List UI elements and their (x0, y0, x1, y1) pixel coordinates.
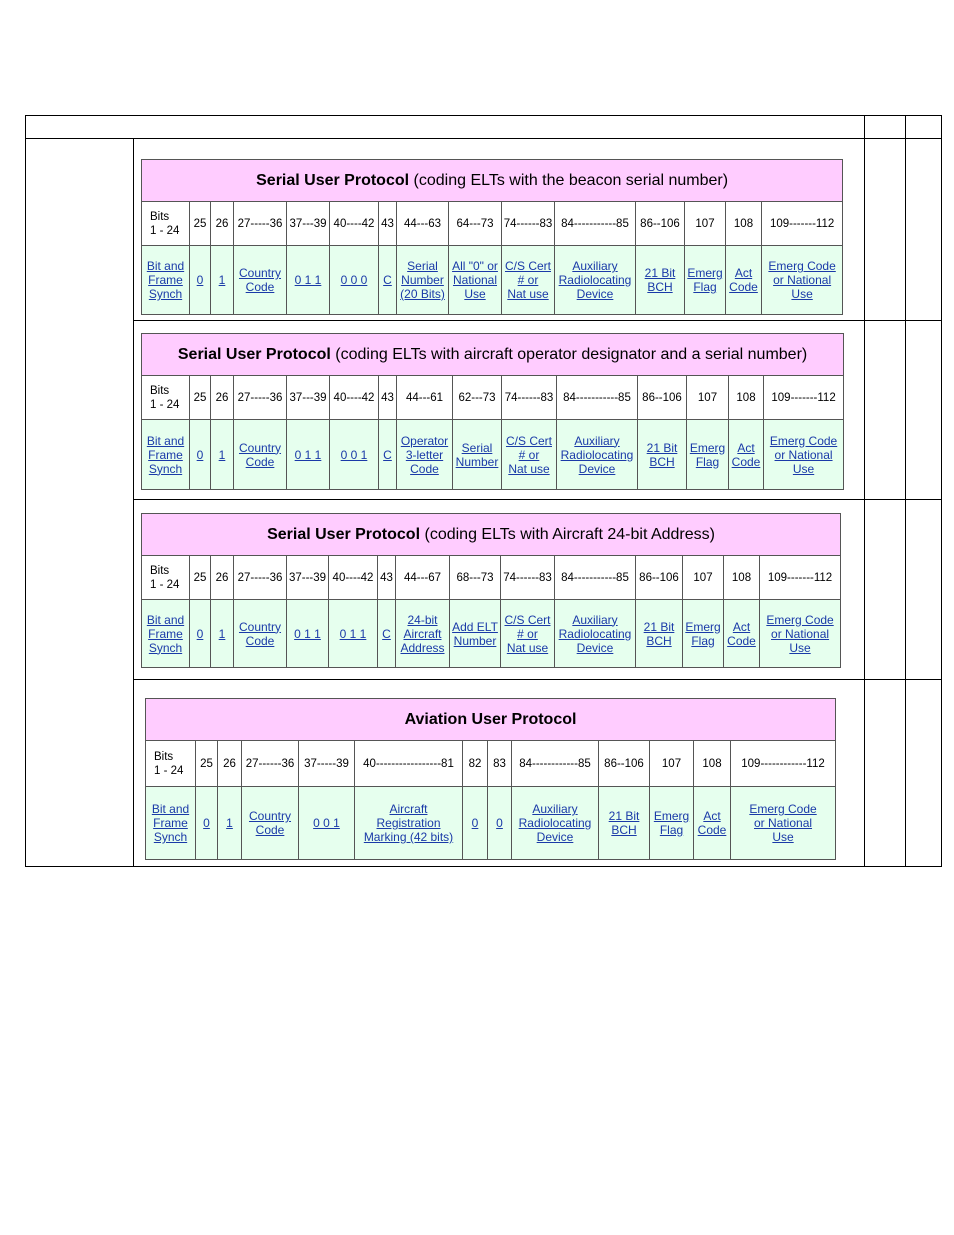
table-title (146, 699, 836, 741)
field-cell (234, 246, 287, 315)
bit-range-cell: 27------36 (242, 741, 299, 787)
field-cell (234, 600, 287, 668)
field-cell (694, 787, 731, 860)
field-link[interactable]: Bit and Frame Synch (146, 433, 185, 476)
field-link[interactable]: Serial Number (455, 440, 499, 469)
field-cell (330, 246, 379, 315)
fields-row (142, 246, 843, 315)
field-cell (190, 420, 211, 490)
field-link[interactable]: Act Code (727, 619, 756, 648)
field-link[interactable]: Auxiliary Radiolocating Device (560, 433, 634, 476)
table-title (142, 514, 841, 556)
bit-range-cell: 84-----------85 (555, 556, 636, 600)
field-link[interactable]: Act Code (697, 809, 727, 837)
field-cell (512, 787, 599, 860)
protocol-table-2 (141, 333, 844, 490)
field-cell (502, 420, 557, 490)
field-link[interactable]: 1 (218, 447, 226, 462)
outer-header-divider (25, 138, 942, 139)
field-cell (355, 787, 463, 860)
field-cell (379, 246, 397, 315)
bit-range-cell: 27-----36 (234, 376, 287, 420)
field-link[interactable]: All "0" or National Use (452, 259, 498, 301)
field-link[interactable]: Emerg Flag (685, 619, 721, 648)
bit-range-cell: 82 (463, 741, 488, 787)
field-cell (731, 787, 836, 860)
table-title-rest: (coding ELTs with aircraft operator designator and a serial number) (335, 345, 808, 363)
field-cell (463, 787, 488, 860)
field-cell (396, 600, 450, 668)
bit-range-cell: 74------83 (502, 202, 555, 246)
field-cell (450, 600, 501, 668)
bits-row (142, 376, 844, 420)
bit-range-cell: 86--106 (599, 741, 650, 787)
field-link[interactable]: Operator 3-letter Code (400, 433, 449, 476)
bit-range-cell: 74------83 (502, 376, 557, 420)
field-cell (211, 420, 234, 490)
field-link[interactable]: Emerg Code or National Use (749, 802, 817, 844)
outer-col-divider-3 (905, 115, 906, 867)
field-link[interactable]: Country Code (238, 440, 282, 469)
table-title-bold: Serial User Protocol (177, 345, 331, 363)
field-link[interactable]: 0 (196, 447, 204, 462)
field-link[interactable]: 21 Bit BCH (608, 809, 640, 837)
field-link[interactable]: Emerg Flag (689, 440, 726, 469)
field-cell (555, 246, 636, 315)
table-title (142, 334, 844, 376)
field-cell (378, 600, 396, 668)
field-cell (299, 787, 355, 860)
field-cell (397, 246, 449, 315)
bit-range-cell: 109-------112 (764, 376, 844, 420)
field-cell (146, 787, 196, 860)
field-link[interactable]: 0 0 1 (340, 447, 368, 462)
field-link[interactable]: 0 (471, 816, 479, 830)
field-link[interactable]: 0 1 1 (294, 273, 322, 287)
fields-row (142, 600, 841, 668)
fields-row (142, 420, 844, 490)
bit-range-cell: 108 (694, 741, 731, 787)
outer-row-divider-3 (133, 679, 942, 680)
field-cell (724, 600, 760, 668)
outer-row-divider-2 (133, 499, 942, 500)
field-link[interactable]: Serial Number (20 Bits) (400, 259, 445, 301)
field-cell (453, 420, 502, 490)
field-cell (764, 420, 844, 490)
field-link[interactable]: Bit and Frame Synch (146, 612, 185, 655)
field-link[interactable]: Aircraft Registration Marking (42 bits) (363, 802, 454, 844)
bit-range-cell: 84------------85 (512, 741, 599, 787)
bit-range-cell: 74------83 (501, 556, 555, 600)
table-title-bold: Serial User Protocol (256, 171, 410, 189)
field-link[interactable]: 1 (218, 273, 226, 287)
field-link[interactable]: C (382, 626, 391, 641)
table-title-rest: (coding ELTs with Aircraft 24-bit Address) (424, 525, 715, 543)
field-cell (650, 787, 694, 860)
bit-range-cell: 43 (379, 202, 397, 246)
field-link[interactable]: C/S Cert # or Nat use (504, 259, 551, 301)
bit-range-cell: 62---73 (453, 376, 502, 420)
field-cell (397, 420, 453, 490)
bit-range-cell: 86--106 (638, 376, 687, 420)
bit-range-cell: 108 (726, 202, 762, 246)
field-link[interactable]: C/S Cert # or Nat use (505, 433, 552, 476)
field-cell (330, 420, 379, 490)
bit-range-cell: 37---39 (287, 556, 329, 600)
field-cell (287, 420, 330, 490)
bit-range-cell: 109-------112 (762, 202, 843, 246)
protocol-table-1 (141, 159, 843, 315)
field-link[interactable]: Emerg Code or National Use (766, 612, 834, 655)
field-cell (211, 246, 234, 315)
outer-col-divider-2 (864, 115, 865, 867)
bit-range-cell: 26 (211, 376, 234, 420)
field-link[interactable]: 0 (196, 626, 204, 641)
bit-range-cell: 86--106 (636, 556, 683, 600)
field-link[interactable]: 0 0 1 (313, 816, 340, 830)
field-link[interactable]: Bit and Frame Synch (146, 259, 185, 301)
field-cell (142, 420, 190, 490)
field-cell (502, 246, 555, 315)
table-title-bold: Serial User Protocol (267, 525, 421, 543)
bit-range-cell: 37-----39 (299, 741, 355, 787)
field-cell (687, 420, 729, 490)
bit-range-cell: 40----42 (330, 376, 379, 420)
bit-range-cell: 107 (685, 202, 726, 246)
bit-range-cell: 43 (379, 376, 397, 420)
bit-range-cell: 44---63 (397, 202, 449, 246)
bit-range-cell: 44---61 (397, 376, 453, 420)
bit-range-cell: 25 (196, 741, 218, 787)
field-cell (234, 420, 287, 490)
field-link[interactable]: Bit and Frame Synch (151, 802, 190, 844)
field-cell (488, 787, 512, 860)
field-cell (557, 420, 638, 490)
field-cell (729, 420, 764, 490)
bit-range-cell: 83 (488, 741, 512, 787)
bits-row (146, 741, 836, 787)
bit-range-cell: 40-----------------81 (355, 741, 463, 787)
field-cell (636, 246, 685, 315)
bit-range-cell: 40----42 (329, 556, 378, 600)
bit-range-cell: Bits 1 - 24 (146, 741, 196, 787)
field-link[interactable]: Country Code (238, 266, 282, 294)
field-link[interactable]: 0 1 1 (339, 626, 367, 641)
table-title-bold: Aviation User Protocol (404, 710, 577, 728)
bit-range-cell: 26 (211, 556, 234, 600)
field-link[interactable]: 0 1 1 (294, 626, 321, 641)
field-cell (287, 600, 329, 668)
field-link[interactable]: Emerg Flag (653, 809, 690, 837)
outer-col-divider-1 (133, 138, 134, 867)
field-cell (683, 600, 724, 668)
field-cell (287, 246, 330, 315)
field-link[interactable]: Auxiliary Radiolocating Device (558, 259, 632, 301)
bit-range-cell: Bits 1 - 24 (142, 556, 190, 600)
field-link[interactable]: C (383, 447, 392, 462)
bit-range-cell: 25 (190, 556, 211, 600)
bit-range-cell: 40----42 (330, 202, 379, 246)
field-link[interactable]: Country Code (248, 809, 292, 837)
field-cell (218, 787, 242, 860)
field-cell (242, 787, 299, 860)
field-cell (760, 600, 841, 668)
bit-range-cell: 108 (724, 556, 760, 600)
fields-row (146, 787, 836, 860)
bit-range-cell: 84-----------85 (555, 202, 636, 246)
field-link[interactable]: Act Code (729, 266, 758, 294)
field-link[interactable]: 0 (196, 273, 204, 287)
bits-row (142, 202, 843, 246)
field-link[interactable]: Emerg Flag (687, 266, 723, 294)
bit-range-cell: 68---73 (450, 556, 501, 600)
field-link[interactable]: 21 Bit BCH (644, 266, 676, 294)
field-cell (196, 787, 218, 860)
field-link[interactable]: Act Code (731, 440, 761, 469)
bit-range-cell: 43 (378, 556, 396, 600)
field-cell (329, 600, 378, 668)
field-link[interactable]: Auxiliary Radiolocating Device (558, 612, 632, 655)
bit-range-cell: 25 (190, 202, 211, 246)
field-cell (599, 787, 650, 860)
field-link[interactable]: Emerg Code or National Use (769, 433, 838, 476)
field-link[interactable]: Emerg Code or National Use (768, 259, 836, 301)
bit-range-cell: 109-------112 (760, 556, 841, 600)
protocol-table-4 (145, 698, 836, 860)
field-cell (142, 600, 190, 668)
bit-range-cell: 37---39 (287, 376, 330, 420)
bit-range-cell: 107 (687, 376, 729, 420)
bit-range-cell: 107 (650, 741, 694, 787)
bit-range-cell: 27-----36 (234, 202, 287, 246)
field-cell (638, 420, 687, 490)
field-cell (555, 600, 636, 668)
field-cell (501, 600, 555, 668)
bit-range-cell: 64---73 (449, 202, 502, 246)
bit-range-cell: 27-----36 (234, 556, 287, 600)
field-link[interactable]: 0 (203, 816, 210, 830)
field-cell (142, 246, 190, 315)
field-link[interactable]: 21 Bit BCH (643, 619, 675, 648)
field-link[interactable]: 24-bit Aircraft Address (400, 612, 445, 655)
field-link[interactable]: Add ELT Number (452, 619, 498, 648)
field-cell (379, 420, 397, 490)
bit-range-cell: Bits 1 - 24 (142, 376, 190, 420)
table-title-rest: (coding ELTs with the beacon serial number) (413, 171, 729, 189)
protocol-table-3 (141, 513, 841, 668)
field-link[interactable]: 0 1 1 (294, 447, 322, 462)
bit-range-cell: 26 (218, 741, 242, 787)
field-cell (211, 600, 234, 668)
field-link[interactable]: Auxiliary Radiolocating Device (518, 802, 592, 844)
field-cell (636, 600, 683, 668)
bit-range-cell: 84-----------85 (557, 376, 638, 420)
field-link[interactable]: 1 (226, 816, 233, 830)
field-link[interactable]: C (383, 273, 392, 287)
field-cell (762, 246, 843, 315)
bit-range-cell: 26 (211, 202, 234, 246)
field-cell (190, 600, 211, 668)
field-cell (726, 246, 762, 315)
field-cell (190, 246, 211, 315)
field-cell (685, 246, 726, 315)
bits-row (142, 556, 841, 600)
bit-range-cell: 25 (190, 376, 211, 420)
field-link[interactable]: C/S Cert # or Nat use (504, 612, 551, 655)
bit-range-cell: Bits 1 - 24 (142, 202, 190, 246)
bit-range-cell: 107 (683, 556, 724, 600)
bit-range-cell: 86--106 (636, 202, 685, 246)
field-link[interactable]: 0 (496, 816, 503, 830)
bit-range-cell: 109------------112 (731, 741, 836, 787)
field-link[interactable]: 0 0 0 (340, 273, 368, 287)
bit-range-cell: 108 (729, 376, 764, 420)
table-title (142, 160, 843, 202)
bit-range-cell: 37---39 (287, 202, 330, 246)
field-link[interactable]: 1 (218, 626, 226, 641)
outer-row-divider-1 (133, 320, 942, 321)
bit-range-cell: 44---67 (396, 556, 450, 600)
field-link[interactable]: 21 Bit BCH (646, 440, 678, 469)
field-link[interactable]: Country Code (238, 619, 282, 648)
field-cell (449, 246, 502, 315)
